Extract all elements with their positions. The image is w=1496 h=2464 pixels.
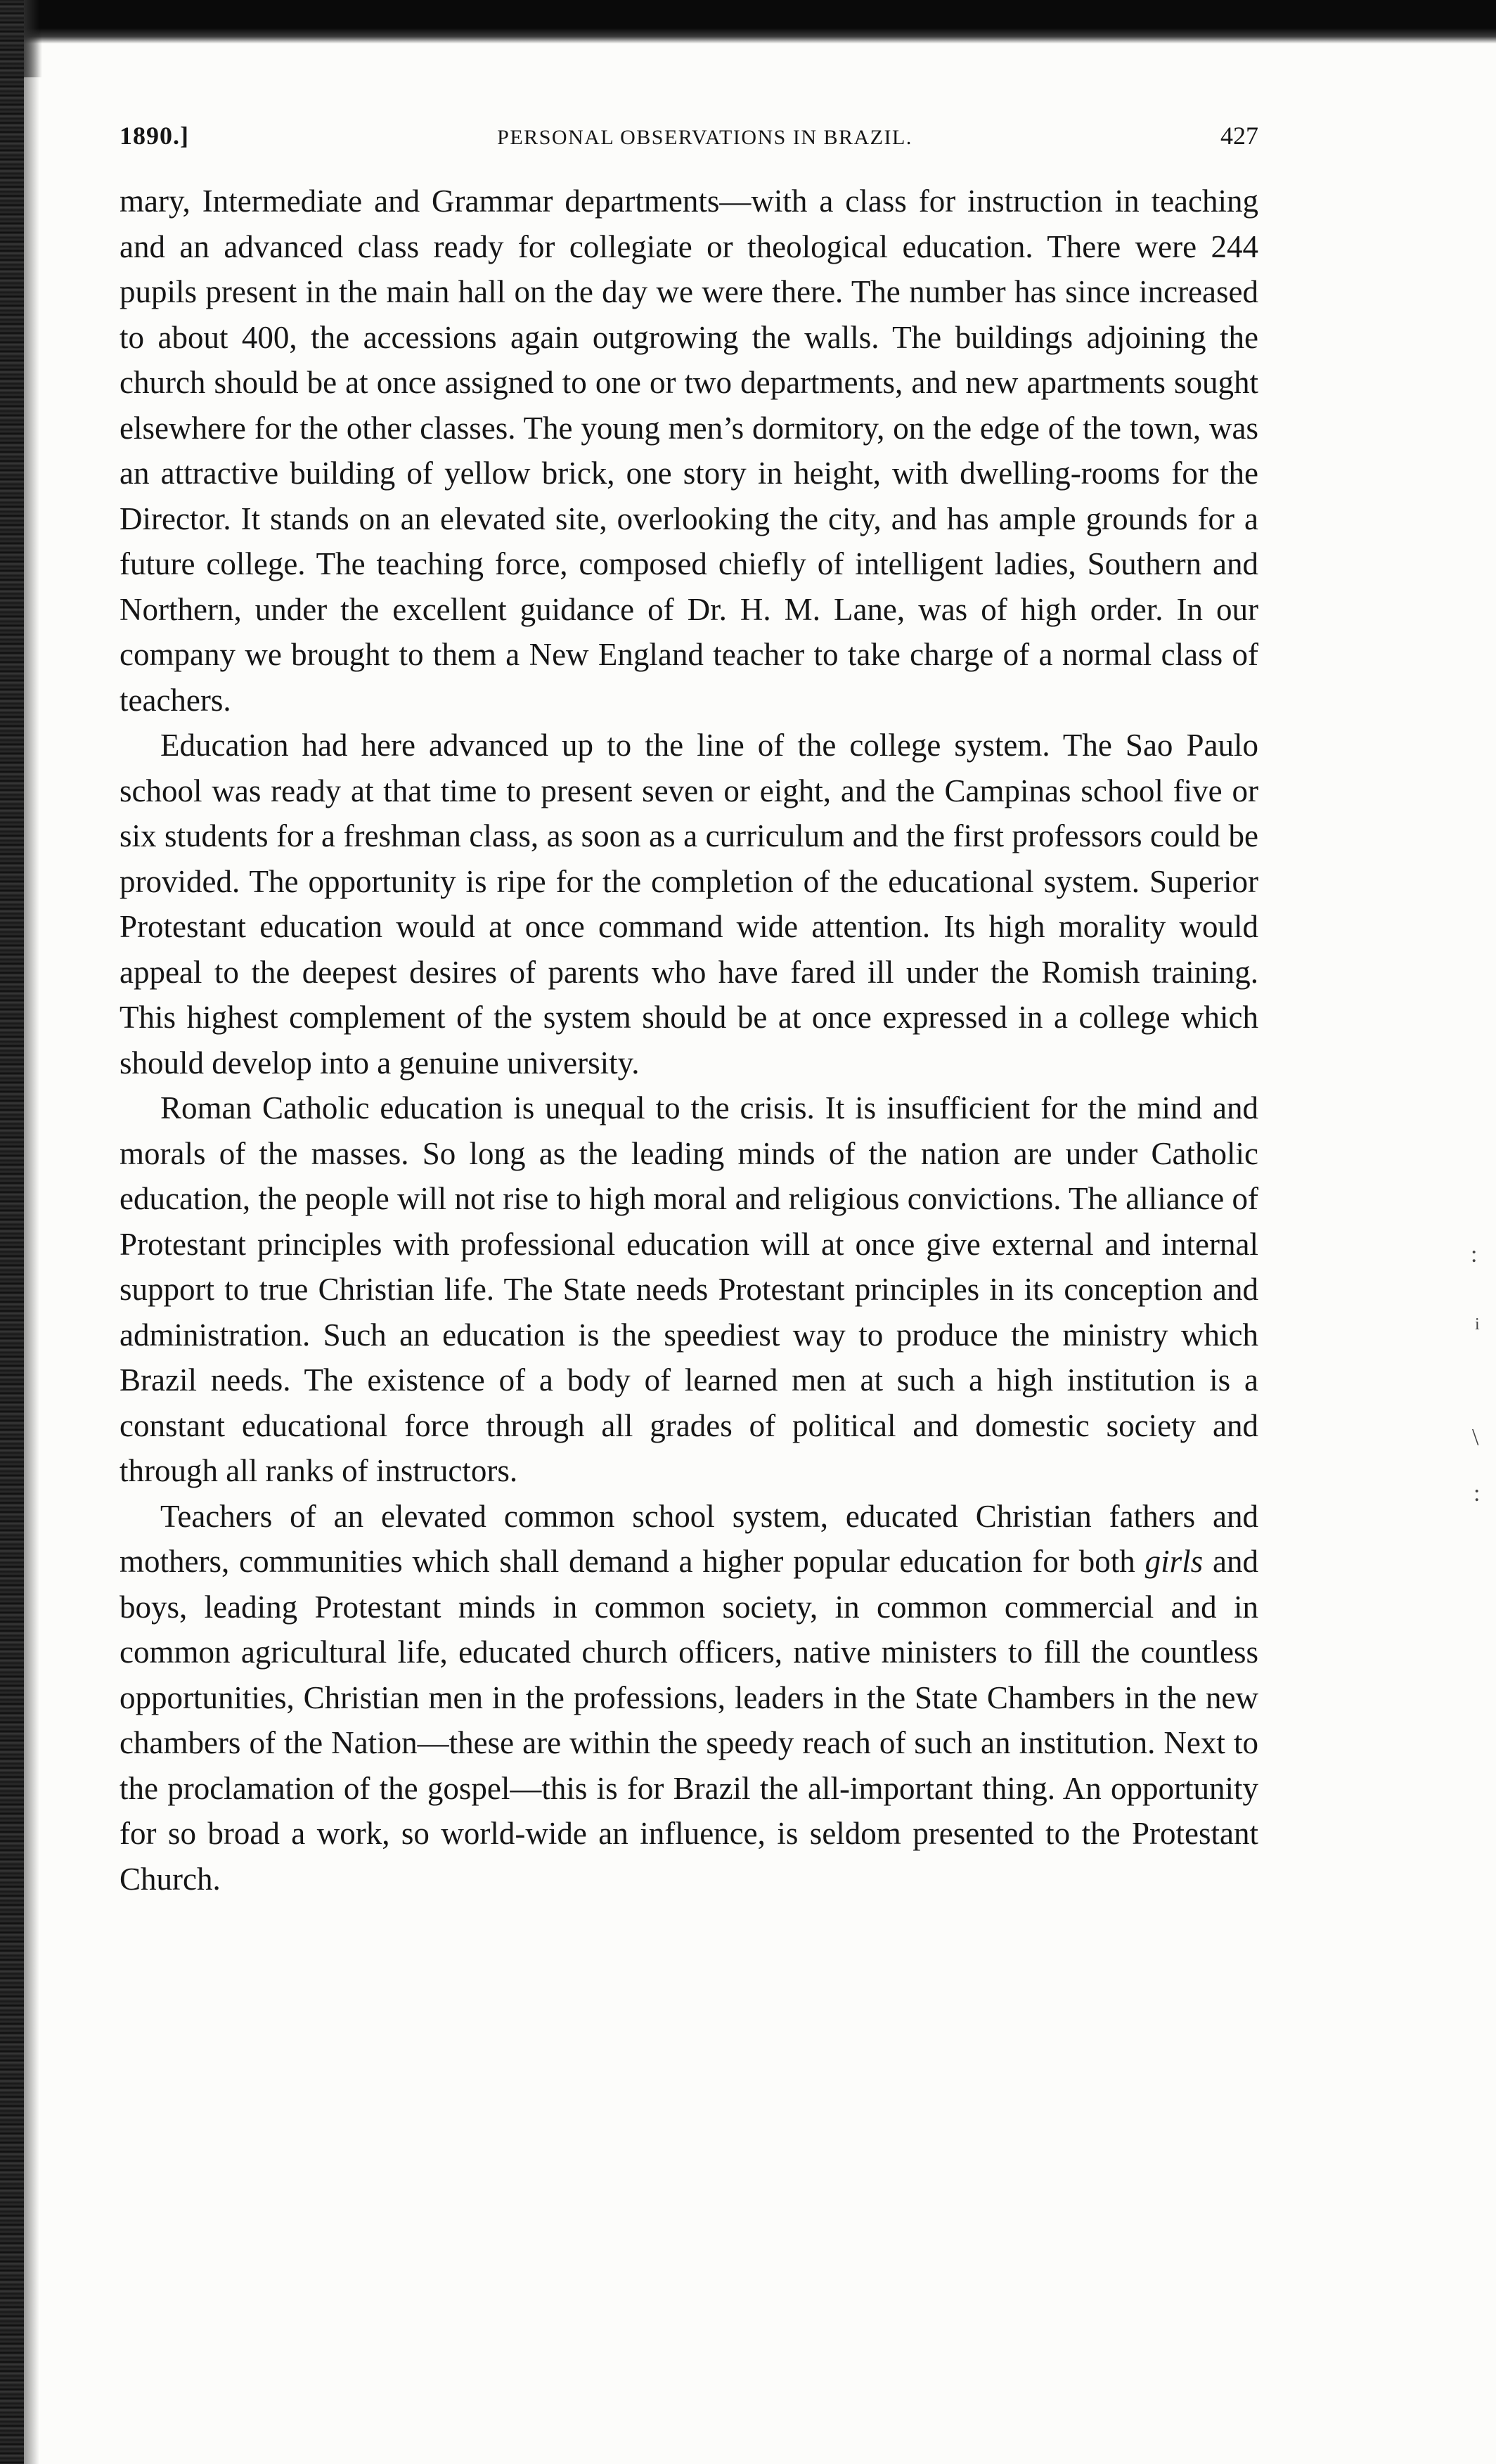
paragraph-4-text-after: and boys, leading Protestant minds in common society, in common commercial and in common agricultural life, educated church officers, native ministers to fill the countless opportunities, Christian men in the professions, leaders in the State Chambers in the new chambers of the Nation—these are within the speedy reach of such an institution. Next to the proclamation of the gospel—this is for Brazil the all-important thing. An opportunity for so broad a work, so world-wide an influence, is seldom presented to the Protestant Church. <box>120 1544 1258 1897</box>
paragraph-4 <box>120 1494 1258 1902</box>
paragraph-3: Roman Catholic education is unequal to the crisis. It is insufficient for the mind and morals of the masses. So long as the leading minds of the nation are under Catholic education, the people will not rise to high moral and religious convictions. The alliance of Protestant principles with professional education will at once give external and internal support to true Christian life. The State needs Protestant principles in its conception and administration. Such an education is the speediest way to produce the ministry which Brazil needs. The existence of a body of learned men at such a high institution is a constant educational force through all grades of political and domestic society and through all ranks of instructors. <box>120 1090 1258 1488</box>
paragraph-4-text-before: Teachers of an elevated common school system, educated Christian fathers and mothers, communities which shall demand a higher popular education for both <box>120 1498 1258 1579</box>
paragraph-2: Education had here advanced up to the line of the college system. The Sao Paulo school was ready at that time to present seven or eight, and the Campinas school five or six students for a freshman class, as soon as a curriculum and the first professors could be provided. The opportunity is ripe for the completion of the educational system. Superior Protestant education would at once command wide attention. Its high morality would appeal to the deepest desires of parents who have fared ill under the Romish training. This highest complement of the system should be at once expressed in a college which should develop into a genuine university. <box>120 728 1258 1081</box>
document-page <box>120 121 1258 1902</box>
scan-binding-edge <box>0 0 24 2464</box>
header-year: 1890.] <box>120 122 189 150</box>
italic-word-girls: girls <box>1144 1544 1204 1579</box>
scan-top-border <box>0 0 1496 44</box>
running-head <box>120 121 1258 163</box>
margin-mark: : <box>1471 1241 1478 1268</box>
scan-binding-shadow <box>24 0 39 2464</box>
margin-mark: \ <box>1472 1424 1479 1450</box>
margin-mark: : <box>1474 1481 1481 1507</box>
page-number: 427 <box>1220 122 1258 150</box>
margin-mark: i <box>1475 1315 1480 1334</box>
paragraph-1: mary, Intermediate and Grammar departments—with a class for instruction in teaching and an advanced class ready for collegiate or theological education. There were 244 pupils present in the main hall on the day we were there. The number has since increased to about 400, the accessions again outgrowing the walls. The buildings adjoining the church should be at once assigned to one or two departments, and new apartments sought elsewhere for the other classes. The young men’s dormitory, on the edge of the town, was an attractive building of yellow brick, one story in height, with dwelling-rooms for the Director. It stands on an elevated site, overlooking the city, and has ample grounds for a future college. The teaching force, composed chiefly of intelligent ladies, Southern and Northern, under the excellent guidance of Dr. H. M. Lane, was of high order. In our company we brought to them a New England teacher to take charge of a normal class of teachers. <box>120 183 1258 718</box>
header-title: PERSONAL OBSERVATIONS IN BRAZIL. <box>497 126 913 149</box>
